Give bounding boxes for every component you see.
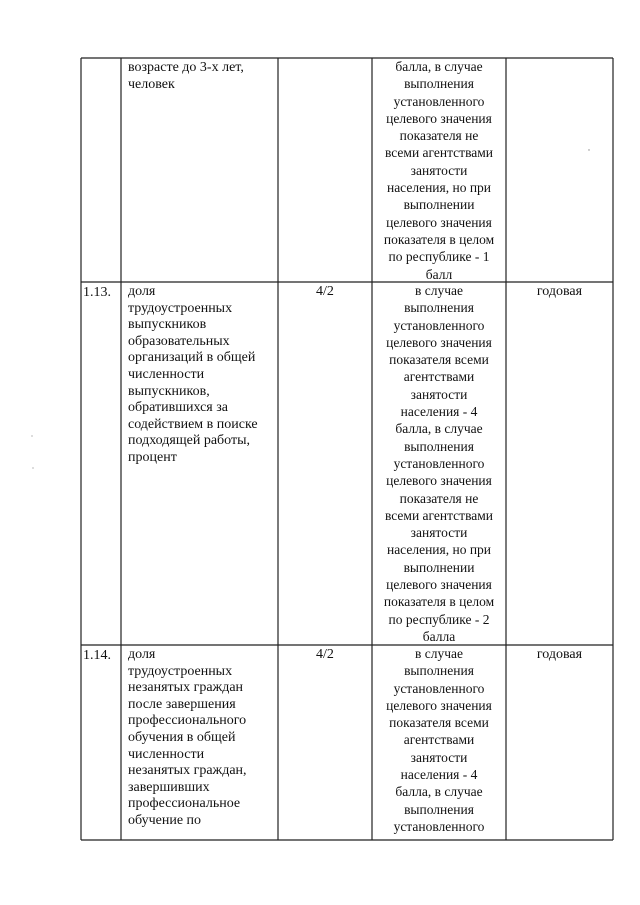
criteria-line: в случае <box>414 646 463 661</box>
criteria-line: целевого значения <box>386 697 492 713</box>
criteria-line: населения - 4 <box>400 767 478 783</box>
criteria-line: балла, в случае <box>395 59 483 74</box>
criteria-line: показателя не <box>399 128 479 144</box>
criteria-line: всеми агентствами <box>384 507 494 523</box>
criteria-line: выполнения <box>404 300 474 316</box>
indicator-line: трудоустроенных <box>128 663 233 679</box>
indicator-line: численности <box>128 366 205 382</box>
period-cell: годовая <box>536 284 583 299</box>
indicator-line: содействием в поиске <box>128 416 258 432</box>
indicator-cell <box>121 645 278 840</box>
criteria-line: занятости <box>410 162 468 178</box>
indicator-line: образовательных <box>128 333 230 349</box>
criteria-line: установленного <box>393 455 485 471</box>
criteria-line: установленного <box>393 818 485 834</box>
indicator-line: обучение по <box>128 812 202 828</box>
indicator-line: организаций в общей <box>128 350 256 366</box>
table-row <box>81 645 613 840</box>
criteria-line: балла <box>422 628 456 644</box>
criteria-cell <box>372 282 506 645</box>
period-cell: годовая <box>536 647 583 662</box>
criteria-cell <box>372 645 506 840</box>
indicator-cell <box>121 282 278 645</box>
points-cell: 4/2 <box>316 647 334 662</box>
criteria-line: по республике - 2 <box>388 611 490 627</box>
criteria-line: показателя в целом <box>383 231 495 247</box>
criteria-line: показателя в целом <box>383 594 495 610</box>
indicator-line: завершивших <box>128 779 210 795</box>
criteria-line: занятости <box>410 749 468 765</box>
indicator-line: обратившихся за <box>128 400 228 416</box>
table-row <box>81 282 613 645</box>
criteria-line: целевого значения <box>386 334 492 350</box>
indicator-line: выпускников <box>128 317 207 333</box>
criteria-line: балл <box>425 266 453 282</box>
indicator-line: доля <box>128 647 156 662</box>
criteria-line: населения, но при <box>386 542 492 558</box>
criteria-line: установленного <box>393 317 485 333</box>
period-cell <box>506 58 613 282</box>
criteria-cell <box>372 58 506 282</box>
criteria-line: по республике - 1 <box>388 249 490 265</box>
criteria-line: балла, в случае <box>395 421 483 437</box>
table-row <box>81 58 613 282</box>
criteria-line: выполнения <box>404 438 474 454</box>
criteria-line: целевого значения <box>386 473 492 489</box>
row-number: 1.14. <box>83 648 111 663</box>
criteria-line: агентствами <box>403 732 475 748</box>
criteria-line: установленного <box>393 680 485 696</box>
criteria-line: выполнения <box>404 76 474 92</box>
criteria-line: агентствами <box>403 369 475 385</box>
indicator-line: выпускников, <box>128 383 210 399</box>
row-number <box>81 58 121 282</box>
criteria-line: показателя не <box>399 490 479 506</box>
indicator-line: подходящей работы, <box>128 433 251 449</box>
indicator-cell <box>121 58 278 282</box>
criteria-line: показателя всеми <box>389 715 489 731</box>
indicator-line: доля <box>128 284 156 299</box>
criteria-line: целевого значения <box>386 214 492 230</box>
row-number: 1.13. <box>83 285 111 300</box>
criteria-line: выполнении <box>403 197 475 213</box>
indicator-line: человек <box>128 76 175 92</box>
criteria-line: выполнения <box>404 663 474 679</box>
criteria-line: выполнения <box>404 801 474 817</box>
criteria-line: показателя всеми <box>389 352 489 368</box>
criteria-line: выполнении <box>403 559 475 575</box>
criteria-line: целевого значения <box>386 110 492 126</box>
criteria-line: населения, но при <box>386 180 492 196</box>
indicator-line: трудоустроенных <box>128 300 233 316</box>
criteria-line: населения - 4 <box>400 404 478 420</box>
indicator-line: незанятых граждан, <box>128 763 247 779</box>
points-cell <box>278 58 372 282</box>
indicator-line: процент <box>128 449 177 465</box>
indicator-line: незанятых граждан <box>128 680 244 696</box>
criteria-line: всеми агентствами <box>384 145 494 161</box>
indicator-line: численности <box>128 746 205 762</box>
criteria-line: занятости <box>410 525 468 541</box>
indicator-line: профессиональное <box>128 796 241 812</box>
points-cell: 4/2 <box>316 284 334 299</box>
criteria-line: балла, в случае <box>395 784 483 800</box>
criteria-line: установленного <box>393 93 485 109</box>
criteria-line: в случае <box>414 283 463 298</box>
criteria-line: занятости <box>410 386 468 402</box>
indicator-line: возрасте до 3-х лет, <box>128 60 244 75</box>
indicator-line: профессионального <box>128 713 247 729</box>
criteria-line: целевого значения <box>386 577 492 593</box>
indicator-line: обучения в общей <box>128 729 236 745</box>
indicator-line: после завершения <box>128 696 236 712</box>
